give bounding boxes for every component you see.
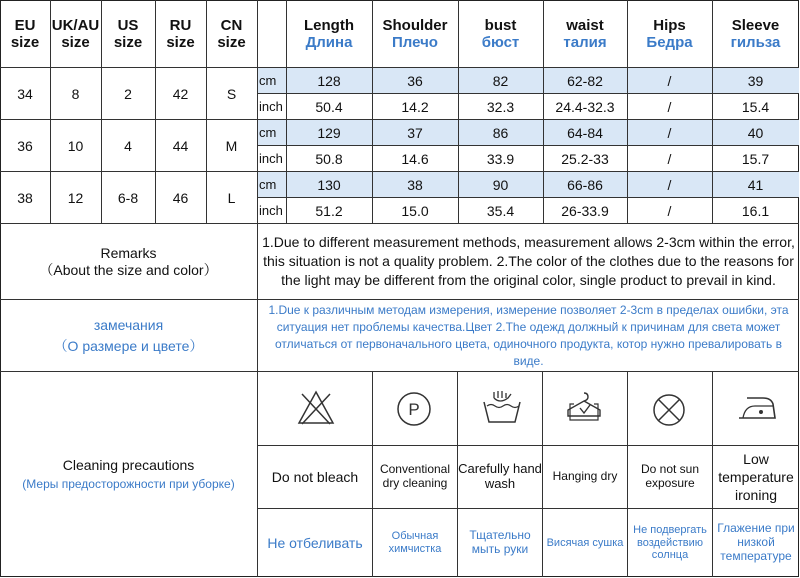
remarks-label-en: Remarks （About the size and color） [39,245,218,278]
size-cell-uk: 8 [71,85,80,102]
measurement-value: 33.9 [486,150,515,167]
measurement-value: 90 [492,176,509,193]
hanging-dry-icon [564,390,604,426]
unit-label: inch [259,202,283,218]
care-label-en: Hanging dry [552,469,618,484]
grid-line [457,372,458,577]
grid-line [258,508,799,509]
grid-line [101,0,102,224]
care-label-ru: Не отбеливать [267,534,363,551]
grid-line [712,372,713,577]
measurement-value: 62-82 [567,72,603,89]
grid-line [257,0,258,577]
care-label-ru: Обычная химчистка [388,530,442,555]
measurement-value: / [667,150,672,167]
grid-line [0,223,799,224]
measurement-value: 25.2-33 [561,150,609,167]
care-label-en: Do not sun exposure [640,462,700,490]
size-cell-eu: 36 [17,137,33,154]
grid-line [627,0,628,224]
header-length: Length Длина [304,16,354,51]
care-label-ru: Висячая сушка [546,536,624,549]
care-label-en: Do not bleach [271,468,359,485]
grid-line [543,0,544,224]
grid-line [286,0,287,224]
low-iron-icon [735,390,779,426]
measurement-value: / [667,124,672,141]
measurement-value: 15.4 [741,98,770,115]
measurement-value: 35.4 [486,202,515,219]
measurement-value: 14.2 [401,98,429,115]
header-shoulder: Shoulder Плечо [382,16,448,51]
header-eu-size: EU size [10,16,40,51]
measurement-value: 39 [747,72,764,89]
measurement-value: 128 [317,72,341,89]
care-label-en: Low temperature ironing [718,451,794,503]
measurement-value: 50.4 [315,98,343,115]
grid-line [0,299,799,300]
header-uk-size: UK/AU size [51,16,100,51]
size-cell-ru: 42 [172,85,189,102]
care-label-ru: Тщательно мыть руки [469,528,531,556]
size-cell-us: 2 [124,85,132,102]
measurement-value: 24.4-32.3 [555,98,615,115]
header-waist: waist талия [563,16,607,51]
header-hips: Hips Бедра [646,16,693,51]
measurement-value: 64-84 [567,124,603,141]
measurement-value: 14.6 [401,150,429,167]
size-cell-ru: 44 [172,137,189,154]
size-cell-us: 6-8 [117,189,139,206]
header-ru-size: RU size [166,16,195,51]
header-bust: bust бюст [481,16,520,51]
measurement-value: 26-33.9 [561,202,609,219]
size-cell-us: 4 [124,137,132,154]
measurement-value: / [667,176,672,193]
measurement-value: / [667,202,672,219]
size-cell-eu: 38 [17,189,33,206]
unit-label: inch [259,150,283,166]
size-cell-cn: L [227,189,236,206]
measurement-value: 66-86 [567,176,603,193]
grid-line [0,171,799,172]
header-sleeve: Sleeve гильза [730,16,781,51]
size-cell-ru: 46 [172,189,189,206]
grid-line [372,372,373,577]
size-cell-uk: 10 [67,137,84,154]
size-cell-eu: 34 [17,85,33,102]
unit-label: cm [259,124,277,140]
measurement-value: 36 [407,72,423,89]
measurement-value: 50.8 [315,150,343,167]
unit-label: cm [259,176,277,192]
unit-label: cm [259,72,277,88]
no-sun-icon [650,391,688,429]
grid-line [0,119,799,120]
cleaning-label: Cleaning precautions (Меры предосторожности при уборке) [22,456,235,491]
grid-line [372,0,373,224]
measurement-value: 51.2 [315,202,343,219]
hand-wash-icon [480,388,524,428]
remarks-text-ru: 1.Due к различным методам измерения, измерение позволяет 2-3cm в пределах ошибки, эта ситуация нет проблемы качества.Цвет 2.The одежд должный к причинам для света может отличаться от первоначального цвета, одиночного продукта, котор нужно превалировать в виде. [268,302,789,368]
grid-line [258,445,799,446]
grid-line [258,145,799,146]
measurement-value: 129 [317,124,341,141]
measurement-value: 15.7 [741,150,770,167]
measurement-value: 86 [492,124,509,141]
grid-line [258,93,799,94]
dry-clean-p-icon [395,390,433,428]
header-us-size: US size [113,16,143,51]
size-cell-cn: M [225,137,238,154]
measurement-value: 41 [747,176,764,193]
measurement-value: / [667,72,672,89]
grid-line [0,371,799,372]
measurement-value: 15.0 [401,202,429,219]
grid-line [627,372,628,577]
no-bleach-icon [296,388,336,428]
grid-line [155,0,156,224]
care-label-en: Conventional dry cleaning [379,462,451,490]
care-label-en: Carefully hand wash [458,461,542,491]
measurement-value: 38 [407,176,423,193]
grid-line [50,0,51,224]
measurement-value: 32.3 [486,98,515,115]
grid-line [458,0,459,224]
grid-line [712,0,713,224]
measurement-value: 82 [492,72,509,89]
grid-line [206,0,207,224]
grid-line [258,197,799,198]
header-cn-size: CN size [217,16,246,51]
remarks-text-en: 1.Due to different measurement methods, measurement allows 2-3cm within the error, this situation is not a quality problem. 2.The color of the clothes due to the reasons for the light may be different from the original color, single product to prevail in kind. [262,234,795,288]
measurement-value: 37 [407,124,423,141]
remarks-label-ru: замечания （О размере и цвете） [53,316,204,354]
measurement-value: 16.1 [741,202,770,219]
measurement-value: / [667,98,672,115]
size-cell-cn: S [226,85,237,102]
grid-line [0,67,799,68]
size-cell-uk: 12 [67,189,84,206]
grid-line [542,372,543,577]
care-label-ru: Не подвергать воздействию солнца [633,524,707,562]
care-label-ru: Глажение при низкой температуре [717,521,795,563]
unit-label: inch [259,98,283,114]
measurement-value: 40 [747,124,764,141]
measurement-value: 130 [317,176,341,193]
svg-text:P: P [408,400,420,419]
